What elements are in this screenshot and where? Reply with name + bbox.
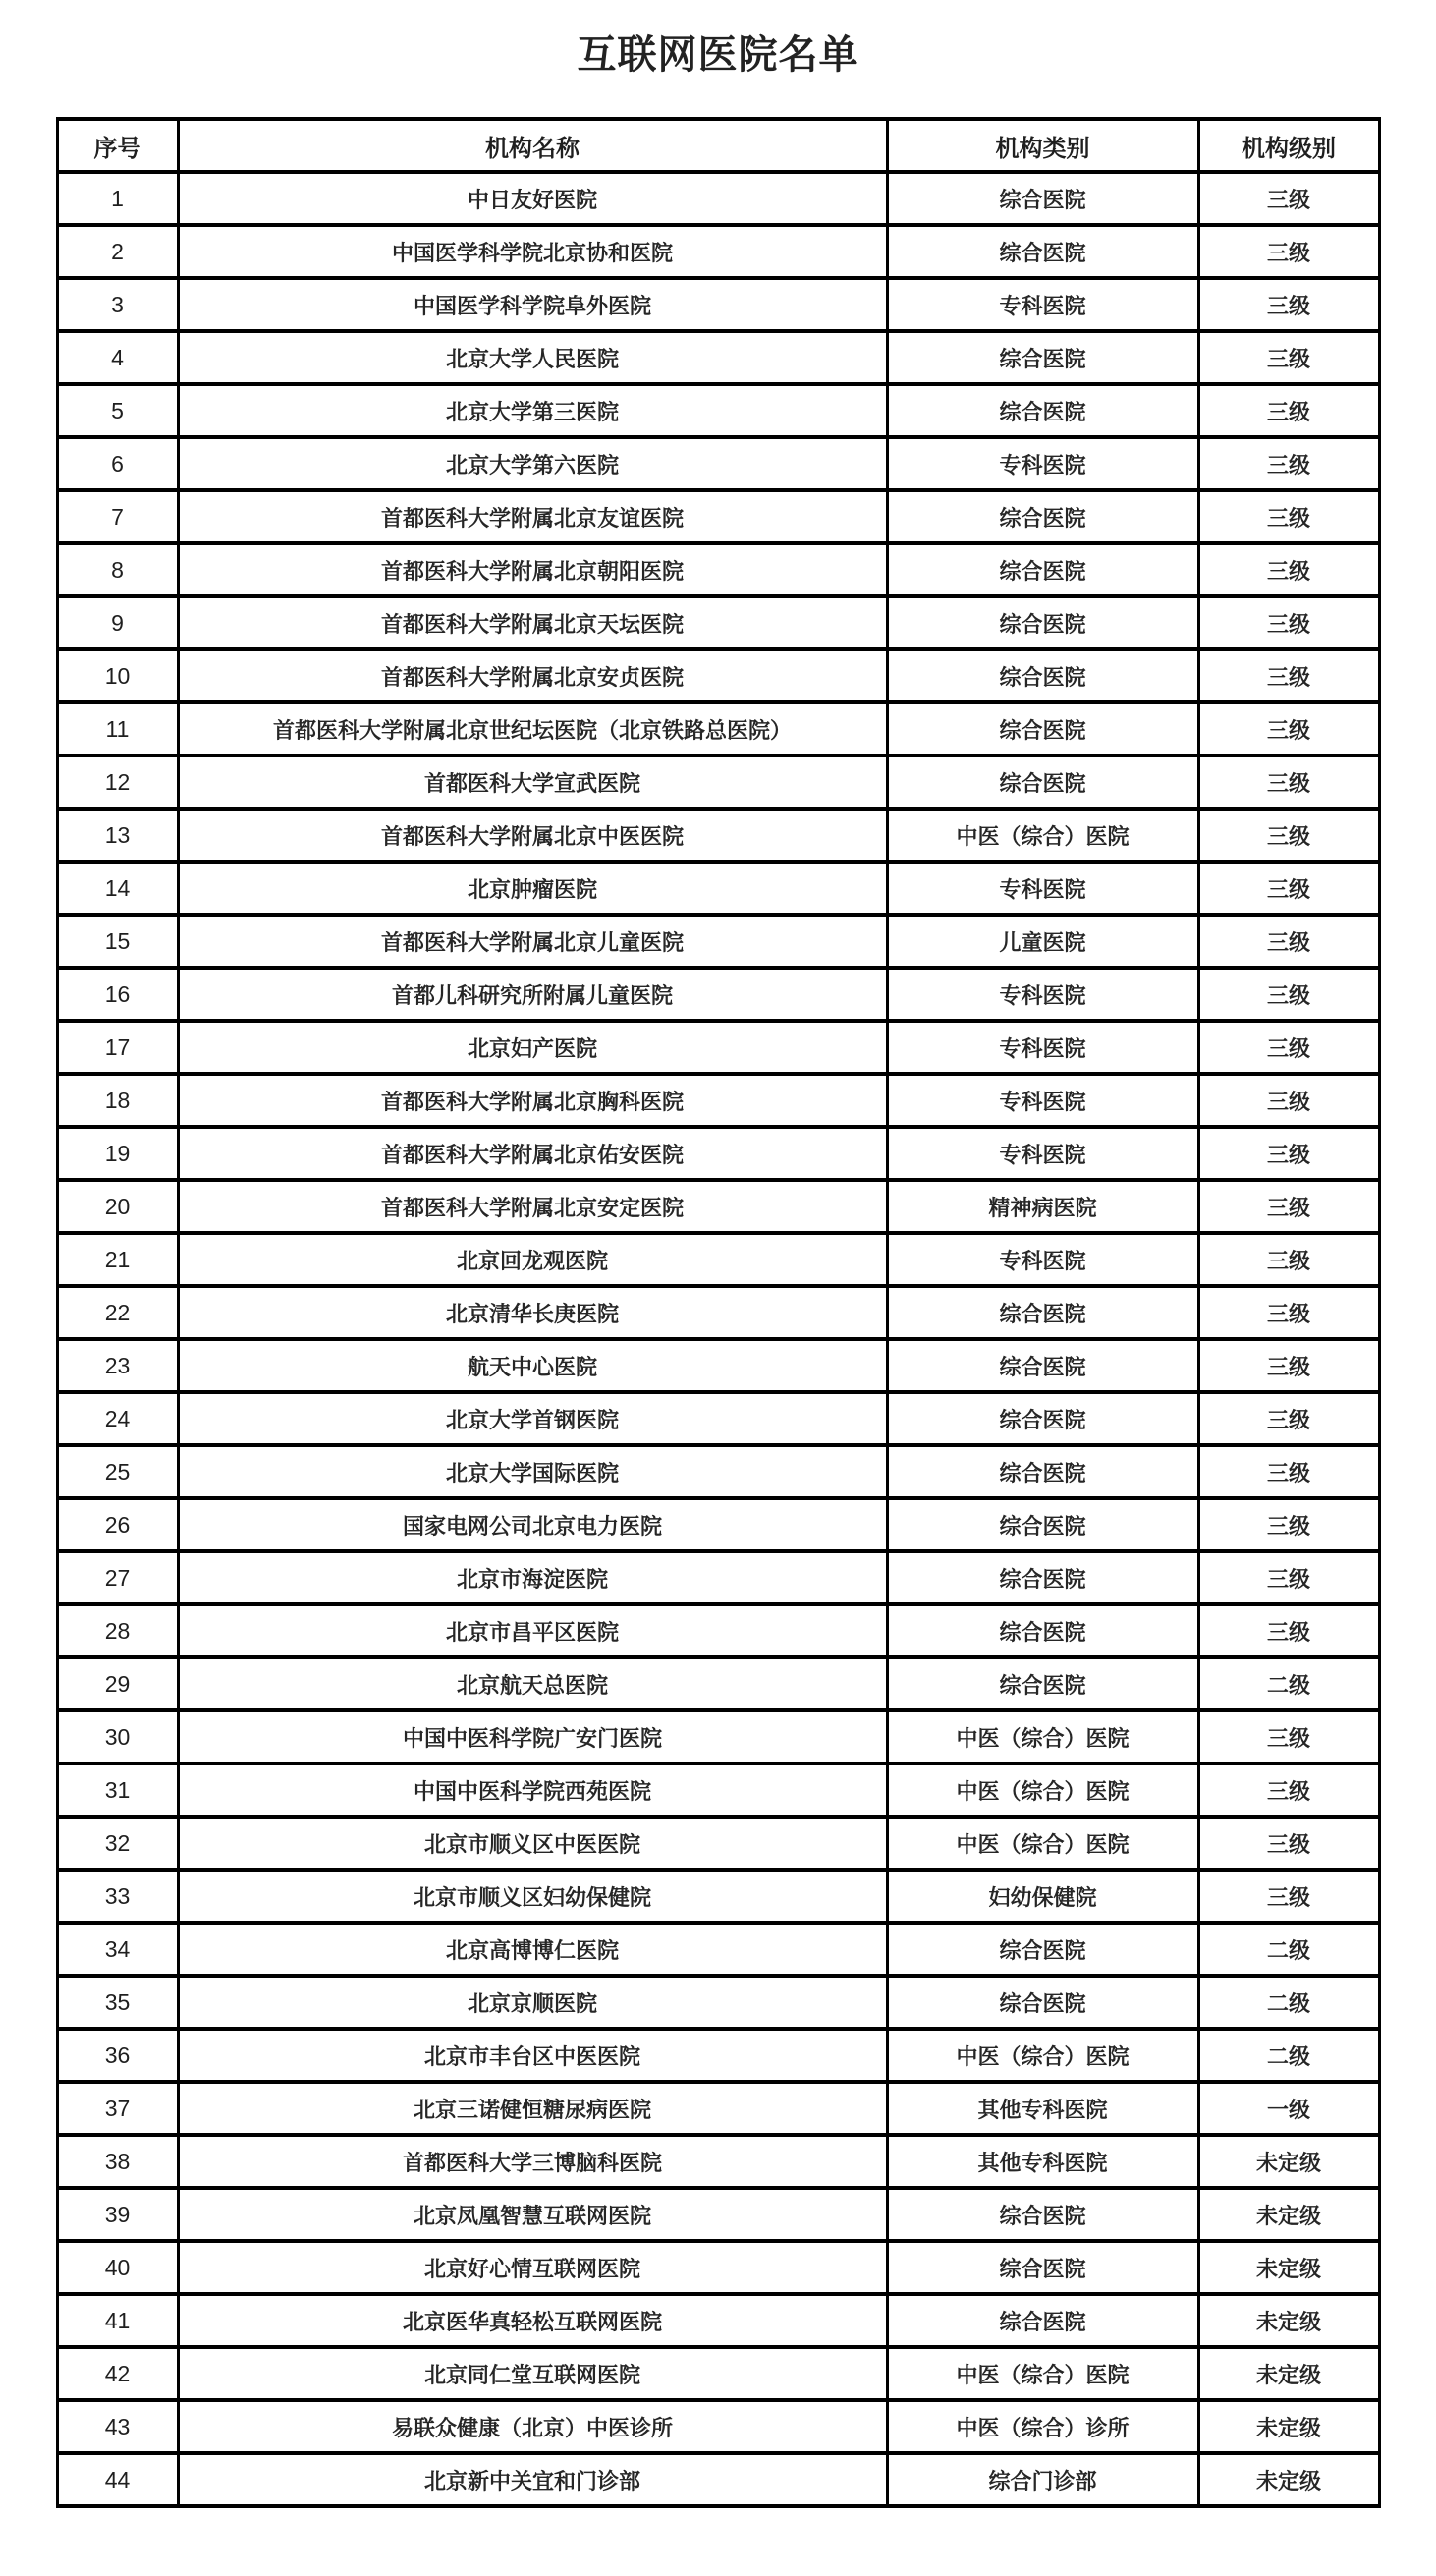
cell-level: 三级 [1198,225,1379,278]
cell-level: 三级 [1198,1817,1379,1870]
cell-name: 北京医华真轻松互联网医院 [178,2294,887,2347]
table-row [57,543,1379,596]
cell-index: 20 [57,1180,178,1233]
cell-category: 综合医院 [887,649,1198,702]
hospital-list-table [56,117,1381,2508]
cell-index: 41 [57,2294,178,2347]
cell-index: 12 [57,756,178,809]
cell-level: 三级 [1198,1710,1379,1764]
cell-category: 综合医院 [887,225,1198,278]
cell-level: 三级 [1198,1127,1379,1180]
cell-category: 综合医院 [887,331,1198,384]
cell-index: 25 [57,1445,178,1498]
cell-index: 29 [57,1657,178,1710]
cell-level: 三级 [1198,384,1379,437]
cell-index: 9 [57,596,178,649]
cell-name: 北京市昌平区医院 [178,1604,887,1657]
table-row [57,1445,1379,1498]
cell-category: 综合医院 [887,1551,1198,1604]
table-row [57,278,1379,331]
cell-category: 综合医院 [887,490,1198,543]
cell-index: 5 [57,384,178,437]
cell-name: 首都医科大学附属北京中医医院 [178,809,887,862]
cell-index: 43 [57,2400,178,2453]
cell-index: 38 [57,2135,178,2188]
cell-index: 22 [57,1286,178,1339]
cell-index: 10 [57,649,178,702]
cell-category: 综合医院 [887,702,1198,756]
header-category: 机构类别 [887,119,1198,172]
table-row [57,1710,1379,1764]
cell-index: 44 [57,2453,178,2506]
cell-category: 综合医院 [887,1445,1198,1498]
cell-level: 三级 [1198,1339,1379,1392]
cell-level: 二级 [1198,2029,1379,2082]
cell-category: 综合医院 [887,756,1198,809]
cell-level: 三级 [1198,596,1379,649]
cell-name: 北京肿瘤医院 [178,862,887,915]
cell-name: 北京航天总医院 [178,1657,887,1710]
cell-name: 首都医科大学附属北京天坛医院 [178,596,887,649]
cell-index: 7 [57,490,178,543]
cell-level: 三级 [1198,809,1379,862]
table-row [57,1233,1379,1286]
cell-name: 首都医科大学附属北京儿童医院 [178,915,887,968]
table-row [57,2188,1379,2241]
table-row [57,1976,1379,2029]
table-row [57,2453,1379,2506]
cell-index: 14 [57,862,178,915]
cell-level: 三级 [1198,490,1379,543]
cell-name: 北京凤凰智慧互联网医院 [178,2188,887,2241]
cell-name: 中日友好医院 [178,172,887,225]
table-row [57,1286,1379,1339]
cell-level: 三级 [1198,649,1379,702]
cell-name: 首都医科大学三博脑科医院 [178,2135,887,2188]
table-row [57,862,1379,915]
cell-category: 综合医院 [887,1604,1198,1657]
cell-index: 15 [57,915,178,968]
cell-category: 综合医院 [887,1657,1198,1710]
cell-index: 28 [57,1604,178,1657]
cell-index: 30 [57,1710,178,1764]
cell-category: 专科医院 [887,862,1198,915]
cell-category: 中医（综合）诊所 [887,2400,1198,2453]
cell-index: 35 [57,1976,178,2029]
cell-index: 31 [57,1764,178,1817]
cell-category: 综合医院 [887,1339,1198,1392]
table-row [57,2135,1379,2188]
cell-category: 综合医院 [887,1923,1198,1976]
cell-name: 北京市顺义区中医医院 [178,1817,887,1870]
cell-index: 1 [57,172,178,225]
cell-name: 北京好心情互联网医院 [178,2241,887,2294]
cell-level: 三级 [1198,172,1379,225]
table-row [57,1339,1379,1392]
table-row [57,1021,1379,1074]
cell-name: 北京清华长庚医院 [178,1286,887,1339]
cell-category: 中医（综合）医院 [887,1817,1198,1870]
table-row [57,1551,1379,1604]
cell-category: 专科医院 [887,1127,1198,1180]
cell-category: 综合门诊部 [887,2453,1198,2506]
table-row [57,2029,1379,2082]
cell-name: 首都医科大学附属北京朝阳医院 [178,543,887,596]
cell-name: 北京大学国际医院 [178,1445,887,1498]
table-row [57,1392,1379,1445]
cell-category: 综合医院 [887,1286,1198,1339]
cell-index: 2 [57,225,178,278]
cell-index: 11 [57,702,178,756]
cell-index: 33 [57,1870,178,1923]
table-row [57,649,1379,702]
cell-category: 综合医院 [887,1976,1198,2029]
cell-name: 中国医学科学院阜外医院 [178,278,887,331]
table-row [57,1074,1379,1127]
cell-name: 首都儿科研究所附属儿童医院 [178,968,887,1021]
cell-name: 首都医科大学宣武医院 [178,756,887,809]
cell-index: 40 [57,2241,178,2294]
cell-level: 三级 [1198,1870,1379,1923]
table-row [57,172,1379,225]
cell-level: 三级 [1198,968,1379,1021]
cell-category: 综合医院 [887,543,1198,596]
cell-level: 三级 [1198,278,1379,331]
table-row [57,2082,1379,2135]
cell-name: 北京市丰台区中医医院 [178,2029,887,2082]
table-body [57,172,1379,2506]
cell-index: 21 [57,1233,178,1286]
cell-category: 专科医院 [887,968,1198,1021]
cell-index: 24 [57,1392,178,1445]
cell-name: 北京妇产医院 [178,1021,887,1074]
table-row [57,756,1379,809]
cell-index: 19 [57,1127,178,1180]
table-row [57,331,1379,384]
cell-category: 综合医院 [887,172,1198,225]
cell-level: 三级 [1198,756,1379,809]
table-row [57,596,1379,649]
table-row [57,1764,1379,1817]
cell-category: 综合医院 [887,1392,1198,1445]
table-row [57,1498,1379,1551]
cell-category: 中医（综合）医院 [887,2029,1198,2082]
cell-category: 综合医院 [887,596,1198,649]
cell-name: 首都医科大学附属北京世纪坛医院（北京铁路总医院） [178,702,887,756]
cell-index: 4 [57,331,178,384]
cell-level: 未定级 [1198,2241,1379,2294]
cell-category: 专科医院 [887,1074,1198,1127]
cell-category: 综合医院 [887,2294,1198,2347]
cell-name: 首都医科大学附属北京胸科医院 [178,1074,887,1127]
cell-index: 36 [57,2029,178,2082]
cell-name: 北京高博博仁医院 [178,1923,887,1976]
table-row [57,1127,1379,1180]
cell-level: 三级 [1198,702,1379,756]
table-row [57,490,1379,543]
cell-name: 首都医科大学附属北京安贞医院 [178,649,887,702]
cell-index: 34 [57,1923,178,1976]
cell-level: 三级 [1198,1074,1379,1127]
cell-category: 综合医院 [887,2241,1198,2294]
cell-level: 三级 [1198,1445,1379,1498]
cell-category: 其他专科医院 [887,2135,1198,2188]
table-row [57,1180,1379,1233]
cell-name: 北京新中关宜和门诊部 [178,2453,887,2506]
cell-category: 中医（综合）医院 [887,1710,1198,1764]
cell-index: 8 [57,543,178,596]
cell-name: 北京三诺健恒糖尿病医院 [178,2082,887,2135]
cell-name: 易联众健康（北京）中医诊所 [178,2400,887,2453]
header-index: 序号 [57,119,178,172]
table-row [57,2347,1379,2400]
cell-index: 42 [57,2347,178,2400]
cell-category: 妇幼保健院 [887,1870,1198,1923]
cell-category: 专科医院 [887,1233,1198,1286]
cell-category: 专科医院 [887,278,1198,331]
cell-name: 北京大学第三医院 [178,384,887,437]
table-row [57,2294,1379,2347]
cell-name: 北京大学人民医院 [178,331,887,384]
cell-index: 27 [57,1551,178,1604]
table-row [57,2400,1379,2453]
cell-category: 综合医院 [887,1498,1198,1551]
cell-level: 三级 [1198,543,1379,596]
cell-name: 北京大学第六医院 [178,437,887,490]
cell-category: 综合医院 [887,384,1198,437]
cell-index: 26 [57,1498,178,1551]
cell-name: 北京同仁堂互联网医院 [178,2347,887,2400]
cell-level: 三级 [1198,862,1379,915]
cell-name: 航天中心医院 [178,1339,887,1392]
cell-level: 未定级 [1198,2453,1379,2506]
cell-level: 三级 [1198,437,1379,490]
cell-name: 首都医科大学附属北京安定医院 [178,1180,887,1233]
cell-name: 国家电网公司北京电力医院 [178,1498,887,1551]
table-row [57,384,1379,437]
cell-category: 儿童医院 [887,915,1198,968]
cell-category: 精神病医院 [887,1180,1198,1233]
cell-level: 三级 [1198,915,1379,968]
cell-index: 17 [57,1021,178,1074]
table-row [57,1817,1379,1870]
cell-level: 三级 [1198,1021,1379,1074]
cell-category: 综合医院 [887,2188,1198,2241]
cell-level: 二级 [1198,1976,1379,2029]
table-row [57,915,1379,968]
cell-name: 中国中医科学院广安门医院 [178,1710,887,1764]
cell-level: 三级 [1198,1392,1379,1445]
header-name: 机构名称 [178,119,887,172]
cell-category: 专科医院 [887,437,1198,490]
cell-name: 中国中医科学院西苑医院 [178,1764,887,1817]
table-row [57,225,1379,278]
table-row [57,1604,1379,1657]
cell-name: 首都医科大学附属北京友谊医院 [178,490,887,543]
cell-index: 37 [57,2082,178,2135]
cell-index: 13 [57,809,178,862]
cell-index: 32 [57,1817,178,1870]
table-row [57,2241,1379,2294]
cell-name: 北京回龙观医院 [178,1233,887,1286]
cell-category: 专科医院 [887,1021,1198,1074]
table-header-row [57,119,1379,172]
cell-index: 16 [57,968,178,1021]
cell-name: 北京市海淀医院 [178,1551,887,1604]
cell-category: 中医（综合）医院 [887,2347,1198,2400]
cell-index: 6 [57,437,178,490]
cell-level: 三级 [1198,1764,1379,1817]
cell-level: 未定级 [1198,2188,1379,2241]
table-row [57,1923,1379,1976]
table-row [57,1870,1379,1923]
cell-index: 3 [57,278,178,331]
cell-level: 二级 [1198,1923,1379,1976]
table-row [57,702,1379,756]
cell-category: 中医（综合）医院 [887,1764,1198,1817]
cell-level: 未定级 [1198,2135,1379,2188]
cell-name: 北京大学首钢医院 [178,1392,887,1445]
table-row [57,968,1379,1021]
cell-name: 北京京顺医院 [178,1976,887,2029]
cell-name: 北京市顺义区妇幼保健院 [178,1870,887,1923]
cell-index: 18 [57,1074,178,1127]
cell-level: 三级 [1198,1286,1379,1339]
cell-level: 未定级 [1198,2294,1379,2347]
cell-level: 三级 [1198,1551,1379,1604]
cell-level: 未定级 [1198,2400,1379,2453]
cell-level: 未定级 [1198,2347,1379,2400]
cell-name: 中国医学科学院北京协和医院 [178,225,887,278]
cell-index: 39 [57,2188,178,2241]
cell-level: 三级 [1198,1180,1379,1233]
cell-level: 一级 [1198,2082,1379,2135]
cell-category: 中医（综合）医院 [887,809,1198,862]
cell-name: 首都医科大学附属北京佑安医院 [178,1127,887,1180]
cell-category: 其他专科医院 [887,2082,1198,2135]
cell-level: 二级 [1198,1657,1379,1710]
table-row [57,809,1379,862]
header-level: 机构级别 [1198,119,1379,172]
cell-level: 三级 [1198,331,1379,384]
table-row [57,437,1379,490]
page-title: 互联网医院名单 [577,33,859,77]
cell-level: 三级 [1198,1498,1379,1551]
cell-index: 23 [57,1339,178,1392]
cell-level: 三级 [1198,1233,1379,1286]
cell-level: 三级 [1198,1604,1379,1657]
table-row [57,1657,1379,1710]
